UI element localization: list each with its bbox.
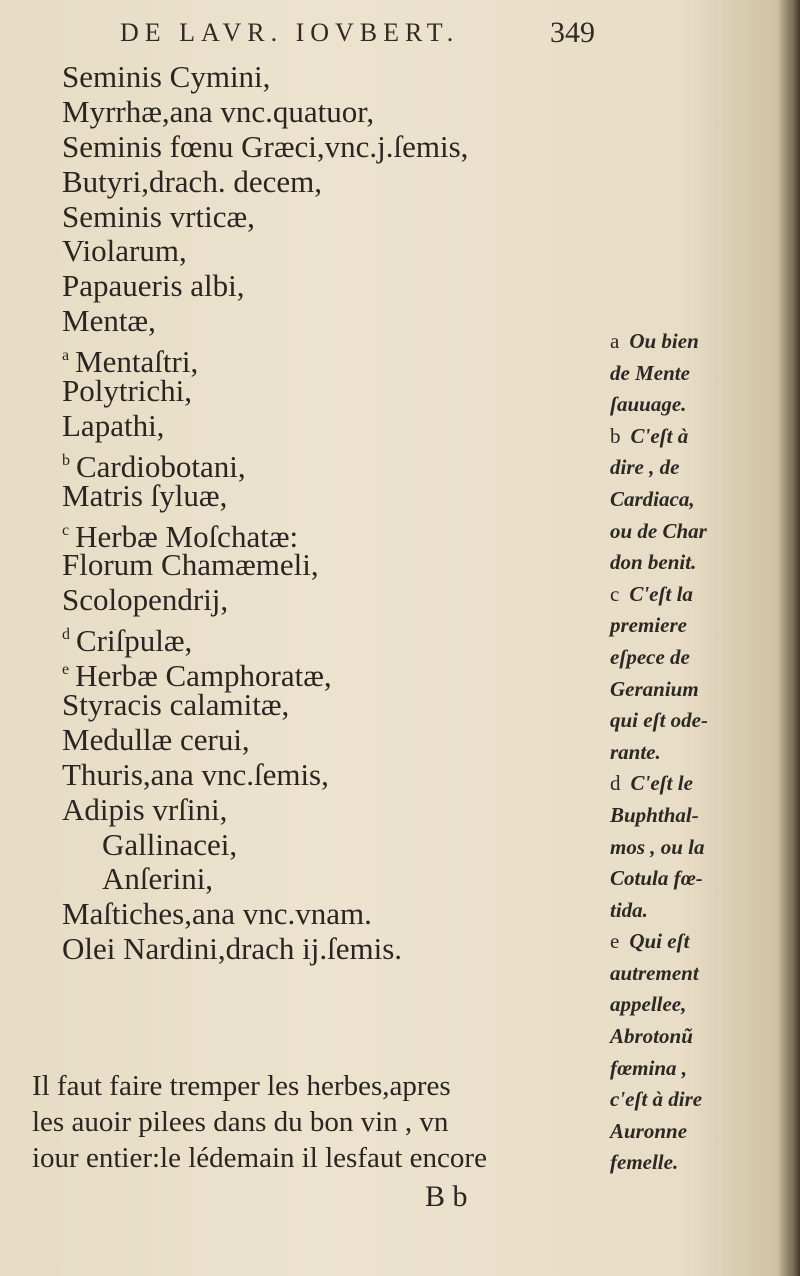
margin-note-line — [610, 863, 780, 895]
margin-note-line — [610, 516, 780, 548]
margin-note-line — [610, 1021, 780, 1053]
margin-note-marker: b — [610, 423, 621, 448]
margin-note-text: femelle. — [610, 1150, 679, 1175]
page-gutter-shadow — [778, 0, 800, 1276]
ingredient-line — [62, 514, 602, 554]
prose-line: Il faut faire tremper les herbes,apres — [32, 1070, 451, 1102]
ingredient-line: Seminis fœnu Græci,vnc.j.ſemis, — [62, 128, 469, 164]
margin-note-text: appellee, — [610, 992, 687, 1017]
prose-line: les auoir pilees dans du bon vin , vn — [32, 1106, 449, 1138]
margin-note-line — [610, 958, 780, 990]
ingredient-line: Seminis Cymini, — [62, 59, 271, 94]
margin-note-marker: a — [610, 329, 620, 353]
ingredient-line: Olei Nardini,drach ij.ſemis. — [62, 931, 403, 967]
ingredient-line: Polytrichi, — [62, 373, 193, 409]
ingredient-list — [62, 60, 602, 967]
margin-note-text: Abrotonũ — [610, 1024, 693, 1049]
margin-note-marker: c — [610, 581, 620, 606]
note-marker: a — [62, 347, 70, 365]
ingredient-line — [62, 444, 602, 484]
margin-note-line — [610, 989, 780, 1021]
margin-note-line — [610, 768, 780, 800]
ingredient-line: Mentæ, — [62, 303, 156, 339]
margin-note-text: tida. — [610, 897, 648, 922]
prose-line: iour entier:le lédemain il lesfaut encore — [32, 1142, 487, 1174]
ingredient-text: Herbæ Moſchatæ: — [75, 518, 299, 554]
ingredient-line: Maſtiches,ana vnc.vnam. — [62, 896, 372, 932]
margin-note-text: Cotula fœ- — [610, 866, 703, 891]
ingredient-line: Medullæ cerui, — [62, 721, 250, 757]
margin-note-text: Cardiaca, — [610, 486, 695, 511]
margin-note-line — [610, 705, 780, 737]
ingredient-line — [62, 618, 602, 659]
ingredient-line: Anſerini, — [102, 861, 214, 897]
margin-note-line — [610, 800, 780, 832]
margin-note-text: Qui eſt — [629, 929, 690, 954]
ingredient-line: Adipis vrſini, — [62, 791, 228, 827]
note-marker: b — [62, 451, 70, 469]
margin-note-line — [610, 421, 780, 453]
margin-note-line — [610, 1084, 780, 1116]
margin-note-text: C'eſt la — [629, 581, 693, 606]
margin-note-text: Buphthal- — [610, 802, 699, 827]
ingredient-line: Matris ſyluæ, — [62, 477, 228, 513]
margin-note-text: rante. — [610, 739, 661, 764]
ingredient-line — [62, 653, 602, 694]
ingredient-text: Mentaſtri, — [75, 344, 199, 380]
margin-note-marker: e — [610, 929, 620, 954]
margin-note-line — [610, 895, 780, 927]
margin-note-marker: d — [610, 771, 621, 796]
ingredient-line: Myrrhæ,ana vnc.quatuor, — [62, 93, 375, 129]
ingredient-line: Thuris,ana vnc.ſemis, — [62, 756, 329, 792]
ingredient-line: Scolopendrij, — [62, 582, 229, 618]
ingredient-text: Cardiobotani, — [76, 448, 246, 484]
margin-note-text: eſpece de — [610, 644, 690, 669]
margin-note-text: Auronne — [610, 1118, 688, 1143]
note-marker: c — [62, 521, 70, 539]
margin-note-text: ſauuage. — [610, 392, 687, 417]
margin-note-text: don benit. — [610, 550, 697, 575]
margin-note-text: mos , ou la — [610, 834, 705, 859]
margin-note-line — [610, 452, 780, 484]
ingredient-line: Butyri,drach. decem, — [62, 163, 322, 199]
margin-note-text: Ou bien — [629, 329, 699, 353]
ingredient-line: Papaueris albi, — [62, 268, 245, 304]
margin-note-line — [610, 579, 780, 611]
margin-note-line — [610, 610, 780, 642]
margin-note-line — [610, 484, 780, 516]
margin-note-line — [610, 674, 780, 706]
page-number: 349 — [550, 16, 595, 49]
page-header — [120, 16, 620, 56]
ingredient-line — [62, 339, 602, 380]
margin-note-line — [610, 547, 780, 579]
margin-note-text: de Mente — [610, 360, 690, 385]
margin-note-line — [610, 1053, 780, 1085]
ingredient-text: Herbæ Camphoratæ, — [75, 658, 332, 694]
margin-note-line — [610, 642, 780, 674]
ingredient-line: Lapathi, — [62, 407, 165, 443]
note-marker: d — [62, 626, 70, 644]
margin-note-text: dire , de — [610, 455, 680, 480]
running-head: DE LAVR. IOVBERT. — [120, 18, 460, 47]
margin-note-line — [610, 389, 780, 421]
margin-note-text: Geranium — [610, 676, 699, 701]
ingredient-line: Gallinacei, — [102, 826, 238, 862]
note-marker: e — [62, 661, 70, 679]
margin-note-line — [610, 832, 780, 864]
ingredient-line: Florum Chamæmeli, — [62, 547, 319, 583]
margin-note-line — [610, 1147, 780, 1179]
margin-note-line — [610, 926, 780, 958]
margin-note-line — [610, 737, 780, 769]
margin-note-text: autrement — [610, 960, 699, 985]
margin-note-line — [610, 326, 780, 358]
margin-note-text: C'eſt à — [630, 423, 689, 448]
margin-note-line — [610, 358, 780, 390]
signature-mark: B b — [425, 1180, 468, 1213]
margin-note-text: fœmina , — [610, 1055, 688, 1080]
ingredient-line: Styracis calamitæ, — [62, 687, 290, 723]
instruction-paragraph — [32, 1068, 612, 1176]
margin-note-text: ou de Char — [610, 518, 707, 543]
margin-notes — [610, 326, 780, 1179]
margin-note-line — [610, 1116, 780, 1148]
margin-note-text: C'eſt le — [630, 771, 693, 796]
margin-note-text: qui eſt ode- — [610, 708, 708, 733]
ingredient-line: Violarum, — [62, 233, 187, 269]
margin-note-text: c'eſt à dire — [610, 1087, 703, 1112]
ingredient-text: Criſpulæ, — [76, 623, 193, 659]
ingredient-line: Seminis vrticæ, — [62, 198, 255, 234]
margin-note-text: premiere — [610, 613, 687, 638]
